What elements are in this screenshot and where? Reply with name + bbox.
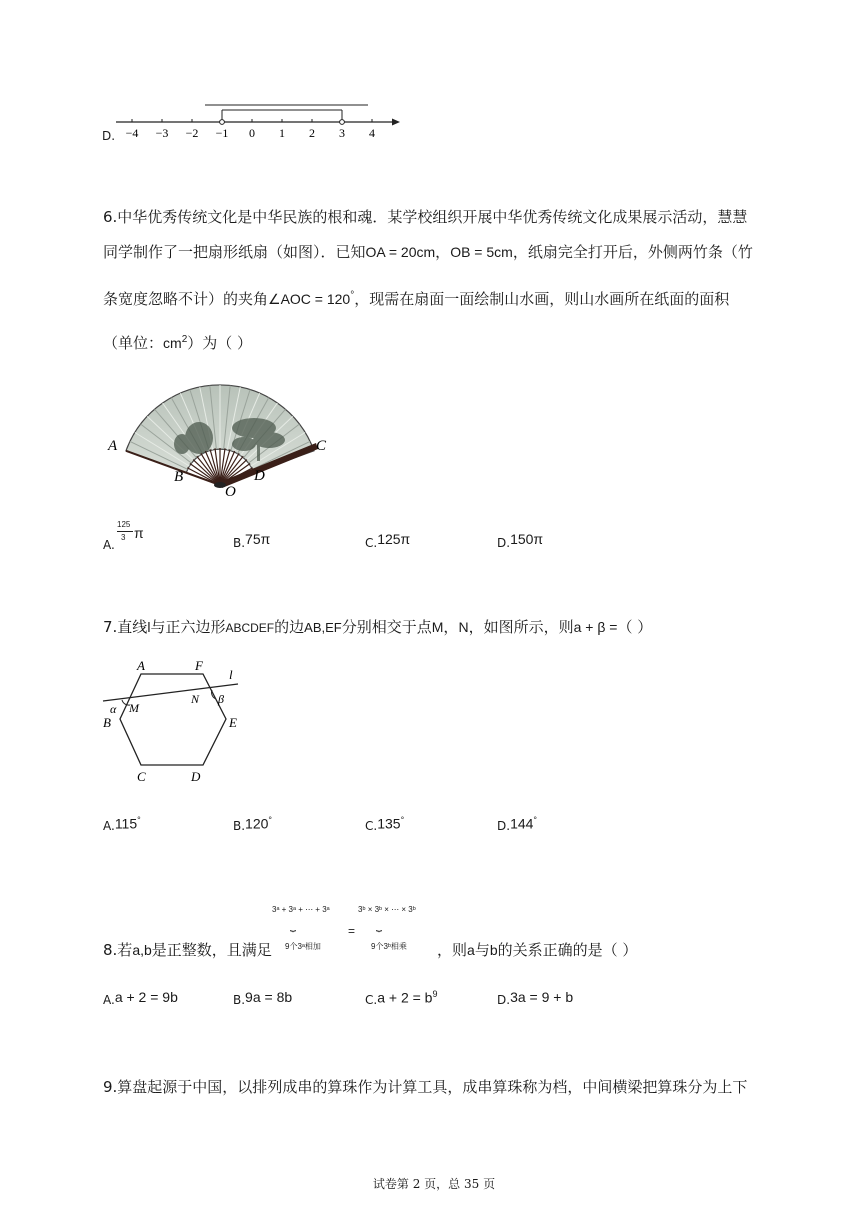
angle-aoc: ∠AOC = 120 [268,291,351,307]
variable-a: a [467,942,475,958]
q7-text: 的边 [274,618,305,636]
angle-sum-expression: a + β = [573,619,618,635]
right-product-expression: 3ᵇ × 3ᵇ × ⋯ × 3ᵇ [358,905,416,914]
axis-arrow-icon [392,119,400,126]
q7-text: 与正六边形 [150,618,226,636]
q8-option-d[interactable] [497,989,573,1006]
option-label: A. [103,538,115,552]
q6-option-b[interactable] [233,531,271,551]
label-l: l [229,667,233,682]
label-a: A [137,658,145,673]
tick-label: −3 [155,126,169,140]
pi-symbol: π [134,525,144,541]
option-label: C. [365,536,378,550]
fraction-bar [117,531,133,532]
label-e: E [229,715,237,730]
degree-sign: ° [400,815,405,825]
tick-label: −4 [125,126,139,140]
ob-length: OB = 5cm [450,244,513,260]
q6-option-d[interactable] [497,531,544,551]
fan-figure [104,378,344,500]
option-label: B. [233,536,246,550]
label-d: D [191,769,201,784]
sides: AB,EF [304,620,342,635]
hexagon-figure [100,654,250,788]
unit-exponent: 2 [181,334,188,345]
label-c: C [316,438,327,454]
tick-label: 2 [309,126,315,140]
tick-label: −2 [185,126,199,140]
q8-text: 是正整数，且满足 [151,941,272,959]
open-point-right [340,120,345,125]
left-underbrace-label: 9个3ᵃ相加 [285,942,321,951]
option-value: a + 2 = 9b [114,989,178,1005]
q7-option-d[interactable] [497,815,537,832]
label-beta: β [218,692,224,706]
q7-stem [103,617,652,638]
degree-sign: ° [533,815,538,825]
line-l: l [147,619,151,635]
option-label: B. [233,993,246,1007]
exponent: 9 [432,989,438,999]
option-label: D. [497,993,511,1007]
label-b: B [103,715,111,730]
option-value: 150π [510,531,544,547]
label-f: F [195,658,203,673]
label-n: N [191,692,200,706]
page-footer: 试卷第 2 页，总 35 页 [372,1177,496,1191]
option-value: 144 [510,815,534,832]
q6-text: 条宽度忽略不计）的夹角 [103,290,269,308]
right-underbrace-icon: ⏟ [376,921,382,932]
q8-option-b[interactable] [233,989,292,1006]
q9-line-1: 9.算盘起源于中国，以排列成串的算珠作为计算工具，成串算珠称为档，中间横梁把算珠分为上下 [103,1078,748,1096]
degree-sign: ° [137,815,141,825]
q6-text: ，现需在扇面一面绘制山水画，则山水画所在纸面的面积 [354,290,730,308]
q6-option-a[interactable] [103,520,163,556]
q6-text: 同学制作了一把扇形纸扇（如图）．已知 [103,243,366,261]
q6-text: ）为（ ） [187,334,253,352]
q7-option-c[interactable] [365,815,404,832]
label-alpha: α [110,702,117,716]
option-value: 3a = 9 + b [510,989,574,1005]
tick-label: 3 [339,126,345,140]
right-underbrace-label: 9个3ᵇ相乘 [371,942,407,951]
q7-text: 7.直线 [103,618,148,636]
variables-ab: a,b [132,942,152,958]
q7-text: ， [443,618,459,636]
q7-text: （ ） [617,618,653,636]
label-c: C [137,769,146,784]
label-a: A [108,438,118,454]
number-line [102,95,422,155]
option-label: A. [103,993,115,1007]
option-value: 135 [377,815,401,832]
option-value: 120 [245,815,269,832]
option-label: D. [497,819,511,834]
q8-text: ，则 [437,941,468,959]
q8-stem-left [103,940,272,960]
q6-line-3 [103,286,729,309]
q8-text: 与 [474,941,490,959]
point-m: M [431,619,444,635]
option-value: 9a = 8b [245,989,293,1005]
q6-line-4 [103,330,252,353]
option-label: C. [365,993,378,1008]
option-label: C. [365,819,378,834]
option-value: 125π [377,531,411,547]
variable-b: b [489,942,498,958]
unit: cm [163,335,182,351]
q6-option-c[interactable] [365,531,411,551]
left-sum-expression: 3ᵃ + 3ᵃ + ⋯ + 3ᵃ [272,905,330,914]
q8-stem-right [437,940,637,960]
tick-label: 0 [249,126,255,140]
q7-option-a[interactable] [103,815,141,832]
fraction-numerator: 125 [117,520,131,529]
q8-option-a[interactable] [103,989,178,1006]
q7-text: ，如图所示，则 [468,618,574,636]
q5-option-d [102,95,422,155]
q6-line-1: 6.中华优秀传统文化是中华民族的根和魂．某学校组织开展中华优秀传统文化成果展示活动，慧慧 [103,208,748,226]
option-value: a + 2 = b [377,989,433,1006]
q6-line-2 [103,242,753,262]
fraction-denominator: 3 [121,533,126,542]
tick-label: −1 [215,126,229,140]
degree-sign: ° [350,290,355,301]
option-label: A. [103,819,115,834]
tick-label: 4 [369,126,375,140]
q8-text: 的关系正确的是（ ） [497,941,638,959]
option-label: B. [233,819,246,834]
q8-text: 8.若 [103,941,133,959]
q8-option-c[interactable] [365,989,438,1006]
label-b: B [174,469,184,485]
label-m: M [129,701,139,715]
option-label: D. [497,536,511,550]
open-point-left [220,120,225,125]
degree-sign: ° [268,815,273,825]
option-value: 115 [114,815,138,832]
label-d: D [254,468,265,484]
left-underbrace-icon: ⏟ [290,921,296,932]
oa-length: OA = 20cm [365,244,436,260]
q6-comma: ， [435,243,451,261]
tick-label: 1 [279,126,285,140]
q6-text: （单位： [103,334,164,352]
point-n: N [458,619,469,635]
hexagon-name: ABCDEF [225,621,275,635]
option-value: 75π [245,531,271,547]
label-o: O [225,484,236,500]
q7-text: 分别相交于点 [341,618,432,636]
equals-sign: = [348,924,356,938]
q5-option-d-label: D. [102,129,116,143]
q6-text: ，纸扇完全打开后，外侧两竹条（竹 [512,243,753,261]
q7-option-b[interactable] [233,815,272,832]
